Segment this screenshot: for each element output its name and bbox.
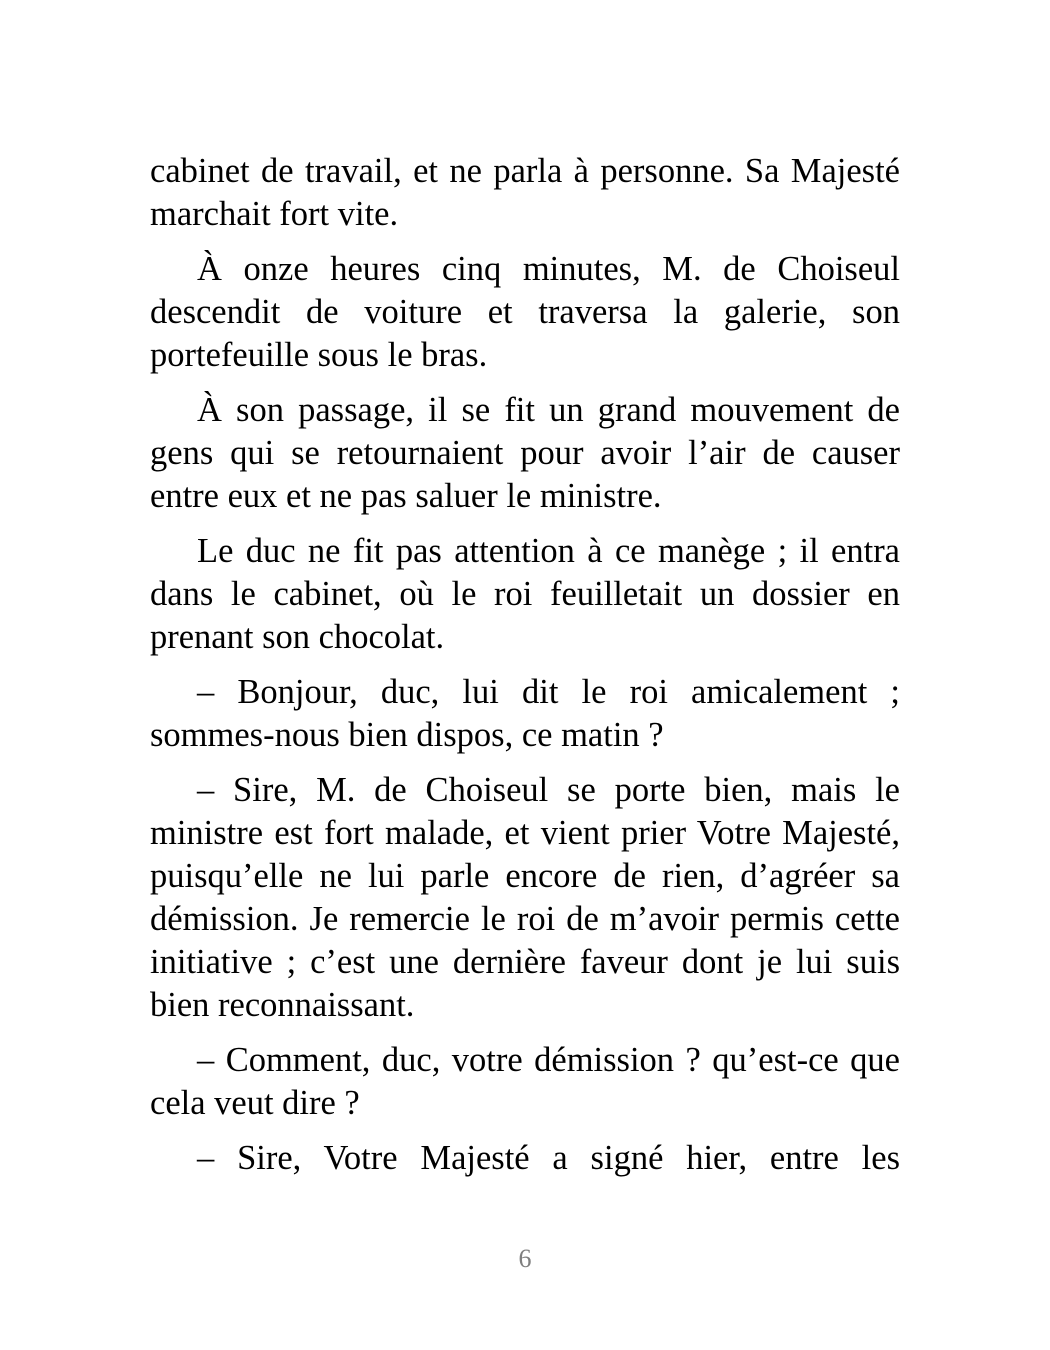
paragraph-3: À son passage, il se fit un grand mouvement de gens qui se retournaient pour avoir l’air de causer entre eux et ne pas saluer le ministre. (150, 391, 900, 515)
page-number: 6 (518, 1244, 532, 1273)
paragraph-1: cabinet de travail, et ne parla à personne. Sa Majesté marchait fort vite. (150, 152, 900, 233)
page-body (150, 150, 900, 1192)
paragraph-8: – Sire, Votre Majesté a signé hier, entre les (197, 1139, 900, 1177)
paragraph-4: Le duc ne fit pas attention à ce manège ; il entra dans le cabinet, où le roi feuilletait un dossier en prenant son chocolat. (150, 532, 900, 656)
paragraph-2: À onze heures cinq minutes, M. de Choiseul descendit de voiture et traversa la galerie, son portefeuille sous le bras. (150, 250, 900, 374)
paragraph-6: – Sire, M. de Choiseul se porte bien, mais le ministre est fort malade, et vient prier Votre Majesté, puisqu’elle ne lui parle encore de rien, d’agréer sa démission. Je remercie le roi de m’avoir permis cette initiative ; c’est une dernière faveur dont je lui suis bien reconnaissant. (150, 771, 900, 1024)
paragraph-7: – Comment, duc, votre démission ? qu’est-ce que cela veut dire ? (150, 1041, 900, 1122)
paragraph-5: – Bonjour, duc, lui dit le roi amicalement ; sommes-nous bien dispos, ce matin ? (150, 673, 900, 754)
